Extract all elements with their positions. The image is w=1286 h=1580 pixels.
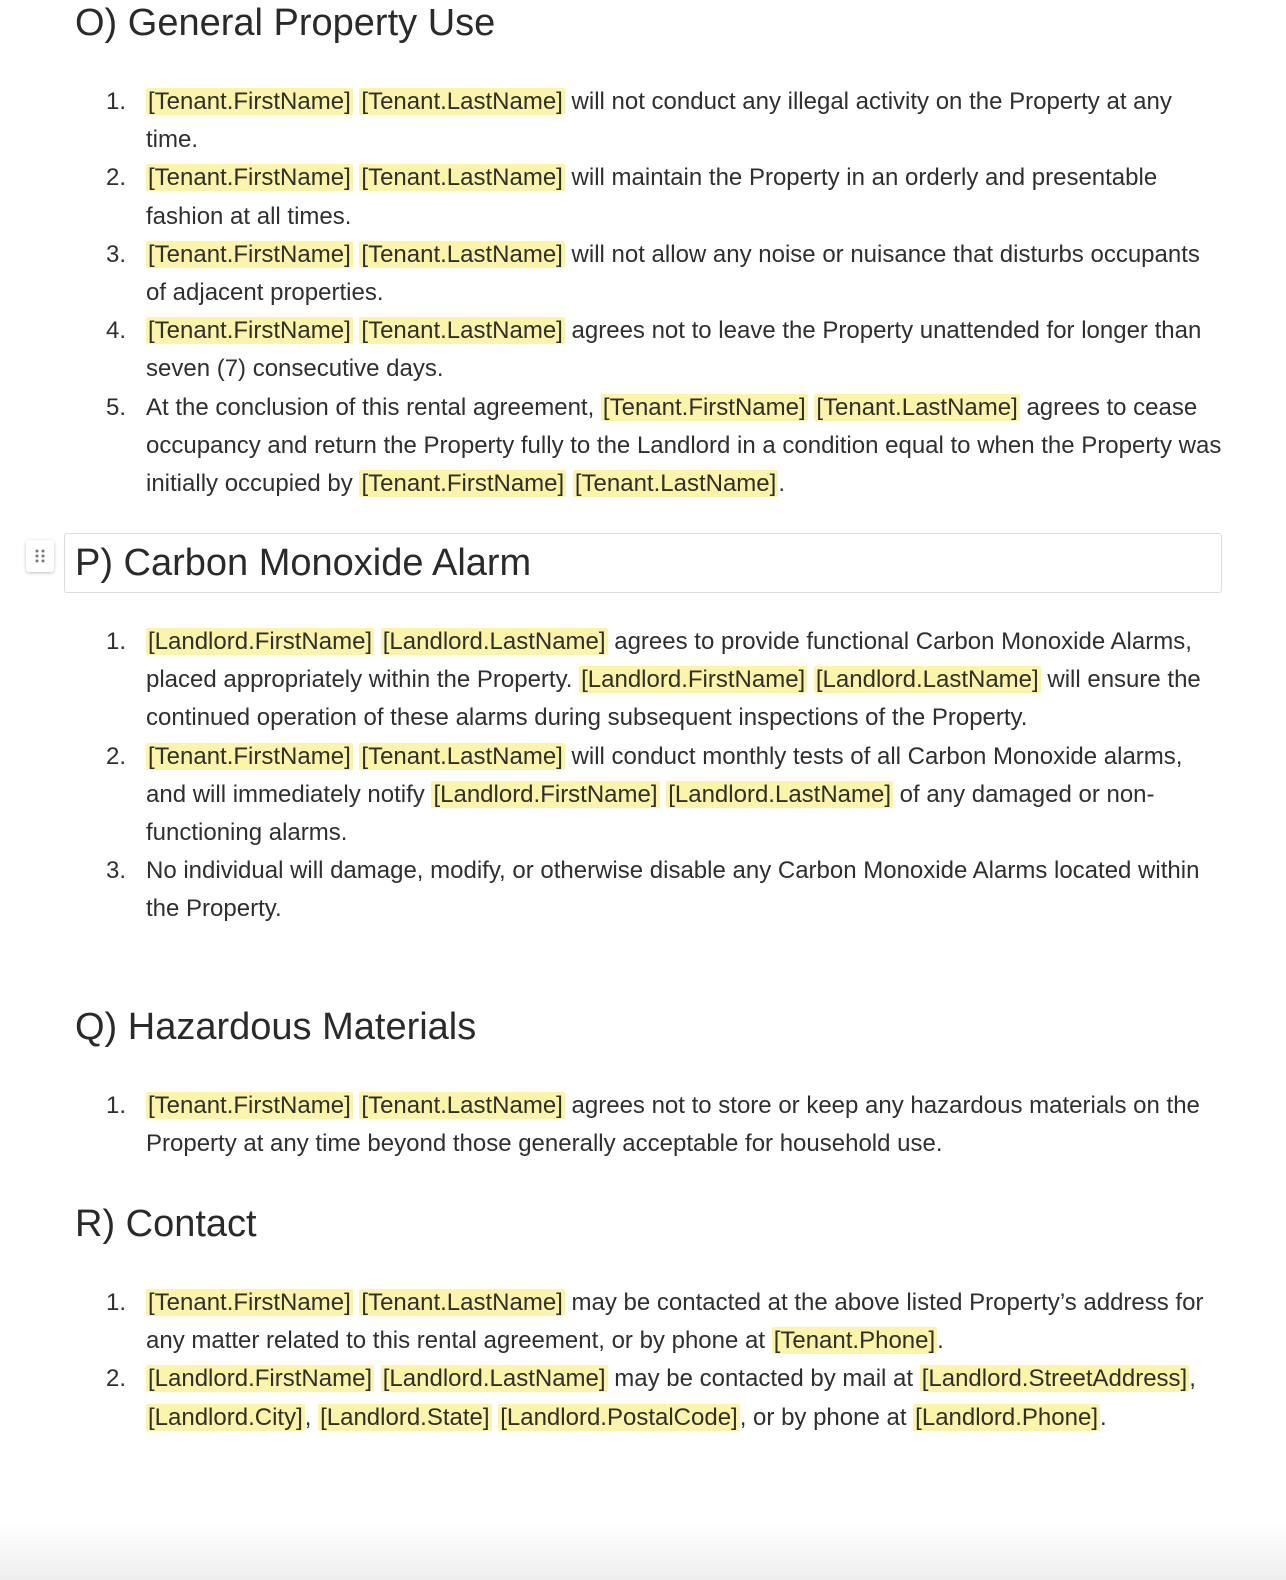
clause-text: will not allow any noise or nuisance that disturbs occupants of adjacent properties. xyxy=(146,240,1200,307)
merge-field-token[interactable]: [Tenant.LastName] xyxy=(361,317,563,345)
clause-number: 3. xyxy=(106,857,127,885)
clause-list xyxy=(0,623,1286,929)
section-heading[interactable]: Q) Hazardous Materials xyxy=(75,1006,477,1048)
merge-field-token[interactable]: [Tenant.LastName] xyxy=(361,1092,563,1119)
clause-text xyxy=(374,628,381,655)
clause-number: 3. xyxy=(106,240,127,268)
clause-number: 2. xyxy=(106,164,127,192)
clause-item[interactable] xyxy=(0,852,1286,928)
clause-item[interactable] xyxy=(0,738,1286,853)
merge-field-token[interactable]: [Tenant.LastName] xyxy=(816,393,1018,421)
clause-number: 2. xyxy=(106,1365,127,1393)
merge-field-token[interactable]: [Tenant.FirstName] xyxy=(361,470,565,498)
clause-text xyxy=(374,1365,381,1392)
clause-item[interactable] xyxy=(0,159,1286,235)
clause-number: 1. xyxy=(106,1289,127,1316)
clause-text: , xyxy=(304,1403,319,1431)
merge-field-token[interactable]: [Landlord.LastName] xyxy=(382,628,606,655)
merge-field-token[interactable]: [Landlord.LastName] xyxy=(815,666,1039,694)
merge-field-token[interactable]: [Landlord.LastName] xyxy=(382,1365,606,1393)
clause-item[interactable] xyxy=(0,83,1286,159)
merge-field-token[interactable]: [Landlord.FirstName] xyxy=(148,1365,373,1393)
clause-text: will maintain the Property in an orderly and presentable fashion at all times. xyxy=(146,164,1158,230)
clause-item[interactable] xyxy=(0,1284,1286,1360)
clause-item[interactable] xyxy=(0,389,1286,504)
merge-field-token[interactable]: [Tenant.LastName] xyxy=(361,240,563,268)
clause-item[interactable] xyxy=(0,1087,1286,1163)
clause-text xyxy=(566,470,573,497)
merge-field-token[interactable]: [Tenant.FirstName] xyxy=(148,164,351,192)
merge-field-token[interactable]: [Landlord.FirstName] xyxy=(581,666,806,694)
clause-text: . xyxy=(1099,1403,1107,1431)
clause-number: 1. xyxy=(106,628,127,655)
clause-number: 1. xyxy=(106,1092,127,1119)
merge-field-token[interactable]: [Landlord.State] xyxy=(320,1403,490,1431)
clause-list xyxy=(0,83,1286,503)
clause-list xyxy=(0,1284,1286,1437)
clause-text: , xyxy=(1189,1365,1196,1393)
clause-item[interactable] xyxy=(0,312,1286,388)
clause-list xyxy=(0,1087,1286,1163)
merge-field-token[interactable]: [Landlord.FirstName] xyxy=(148,628,373,655)
merge-field-token[interactable]: [Tenant.FirstName] xyxy=(148,317,351,345)
merge-field-token[interactable]: [Tenant.FirstName] xyxy=(602,393,806,421)
merge-field-token[interactable]: [Tenant.LastName] xyxy=(574,470,777,498)
clause-text: , or by phone at xyxy=(739,1403,914,1431)
section-heading[interactable]: R) Contact xyxy=(75,1203,257,1245)
merge-field-token[interactable]: [Tenant.LastName] xyxy=(361,1289,563,1316)
merge-field-token[interactable]: [Tenant.FirstName] xyxy=(148,88,351,115)
clause-item[interactable] xyxy=(0,1360,1286,1436)
merge-field-token[interactable]: [Tenant.FirstName] xyxy=(148,1092,351,1119)
clause-text: agrees to provide functional Carbon Monoxide Alarms, placed appropriately within the Property. xyxy=(146,628,1192,694)
clause-text: will not conduct any illegal activity on the Property at any time. xyxy=(146,88,1172,154)
clause-text: agrees not to leave the Property unattended for longer than seven (7) consecutive days. xyxy=(146,317,1202,383)
clause-text: agrees not to store or keep any hazardous materials on the Property at any time beyond those generally acceptable for household use. xyxy=(146,1092,1200,1158)
merge-field-token[interactable]: [Tenant.Phone] xyxy=(773,1327,936,1355)
merge-field-token[interactable]: [Tenant.FirstName] xyxy=(148,1289,351,1316)
clause-number: 5. xyxy=(106,393,127,421)
section-heading[interactable]: O) General Property Use xyxy=(75,2,496,44)
drag-handle-icon[interactable] xyxy=(26,540,54,572)
section-heading[interactable]: P) Carbon Monoxide Alarm xyxy=(75,542,532,584)
clause-text: . xyxy=(937,1327,944,1355)
merge-field-token[interactable]: [Landlord.PostalCode] xyxy=(500,1403,738,1431)
merge-field-token[interactable]: [Tenant.LastName] xyxy=(361,88,563,115)
bottom-scroll-fade xyxy=(0,1520,1286,1580)
merge-field-token[interactable]: [Tenant.LastName] xyxy=(361,742,563,770)
merge-field-token[interactable]: [Landlord.LastName] xyxy=(668,780,892,808)
clause-text: will conduct monthly tests of all Carbon Monoxide alarms, and will immediately notify xyxy=(146,742,1183,808)
clause-text: will ensure the continued operation of these alarms during subsequent inspections of the Property. xyxy=(146,666,1201,732)
merge-field-token[interactable]: [Tenant.FirstName] xyxy=(148,240,351,268)
clause-text xyxy=(807,666,814,693)
merge-field-token[interactable]: [Landlord.Phone] xyxy=(915,1403,1098,1431)
merge-field-token[interactable]: [Tenant.FirstName] xyxy=(148,742,351,770)
merge-field-token[interactable]: [Landlord.FirstName] xyxy=(433,780,658,808)
merge-field-token[interactable]: [Landlord.StreetAddress] xyxy=(921,1365,1188,1393)
clause-number: 2. xyxy=(106,742,127,770)
clause-text: may be contacted by mail at xyxy=(607,1365,920,1393)
clause-item[interactable] xyxy=(0,236,1286,312)
merge-field-token[interactable]: [Tenant.LastName] xyxy=(361,164,563,192)
merge-field-token[interactable]: [Landlord.City] xyxy=(148,1403,303,1431)
clause-text: . xyxy=(778,470,785,498)
clause-text: At the conclusion of this rental agreement, xyxy=(146,393,601,421)
clause-text: may be contacted at the above listed Property’s address for any matter related to this rental agreement, or by phone at xyxy=(146,1289,1204,1355)
clause-number: 4. xyxy=(106,317,127,345)
clause-item[interactable] xyxy=(0,623,1286,738)
clause-text: agrees to cease occupancy and return the Property fully to the Landlord in a condition equal to when the Property was initially occupied by xyxy=(146,393,1222,498)
clause-text: of any damaged or non-functioning alarms. xyxy=(146,780,1155,847)
clause-text: No individual will damage, modify, or otherwise disable any Carbon Monoxide Alarms located within the Property. xyxy=(146,857,1200,923)
clause-number: 1. xyxy=(106,88,127,115)
